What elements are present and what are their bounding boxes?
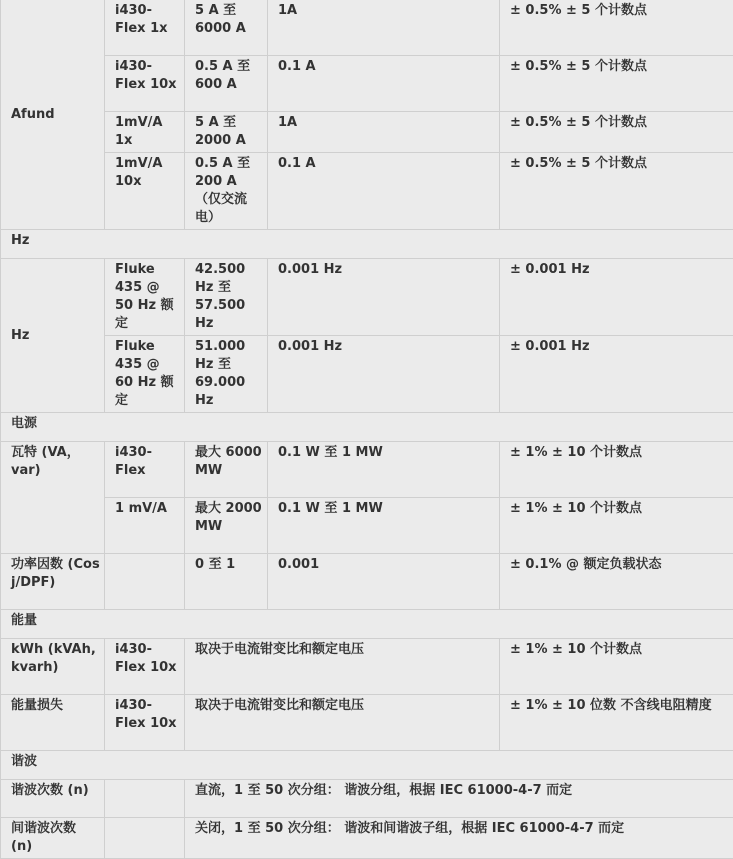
table-row: [1, 442, 733, 498]
probe-cell: [105, 554, 185, 610]
range-cell: 最大 2000 MW: [185, 498, 268, 554]
accuracy-cell: ± 1% ± 10 个计数点: [500, 498, 733, 554]
probe-cell: 1mV/A 10x: [105, 153, 185, 230]
param-kwh: kWh (kVAh, kvarh): [1, 639, 105, 695]
param-power-factor: 功率因数 (Cos j/DPF): [1, 554, 105, 610]
table-row: [1, 336, 733, 413]
accuracy-cell: ± 1% ± 10 位数 不含线电阻精度: [500, 695, 733, 751]
probe-cell: Fluke 435 @ 60 Hz 额定: [105, 336, 185, 413]
table-row: [1, 554, 733, 610]
section-row: [1, 751, 733, 780]
section-header-energy: 能量: [1, 610, 733, 639]
table-row: [1, 112, 733, 153]
resolution-cell: 0.001: [268, 554, 500, 610]
probe-cell: [105, 818, 185, 859]
section-row: [1, 413, 733, 442]
section-header-harmonics: 谐波: [1, 751, 733, 780]
resolution-cell: 1A: [268, 0, 500, 56]
probe-cell: i430-Flex 1x: [105, 0, 185, 56]
probe-cell: Fluke 435 @ 50 Hz 额定: [105, 259, 185, 336]
range-cell: 最大 6000 MW: [185, 442, 268, 498]
accuracy-cell: ± 1% ± 10 个计数点: [500, 639, 733, 695]
table-row: [1, 153, 733, 230]
accuracy-cell: ± 0.5% ± 5 个计数点: [500, 56, 733, 112]
range-resolution-cell: 取决于电流钳变比和额定电压: [185, 695, 500, 751]
table-row: [1, 695, 733, 751]
accuracy-cell: ± 0.001 Hz: [500, 336, 733, 413]
resolution-cell: 1A: [268, 112, 500, 153]
range-cell: 0.5 A 至 600 A: [185, 56, 268, 112]
section-row: [1, 230, 733, 259]
section-header-hz: Hz: [1, 230, 733, 259]
range-cell: 51.000 Hz 至 69.000 Hz: [185, 336, 268, 413]
table-row: [1, 56, 733, 112]
resolution-cell: 0.1 A: [268, 153, 500, 230]
range-cell: 0.5 A 至 200 A （仅交流电）: [185, 153, 268, 230]
probe-cell: [105, 780, 185, 818]
resolution-cell: 0.1 W 至 1 MW: [268, 498, 500, 554]
accuracy-cell: ± 0.001 Hz: [500, 259, 733, 336]
param-hz: Hz: [1, 259, 105, 413]
accuracy-cell: ± 0.1% @ 额定负载状态: [500, 554, 733, 610]
section-row: [1, 610, 733, 639]
probe-cell: i430-Flex 10x: [105, 639, 185, 695]
probe-cell: i430-Flex 10x: [105, 56, 185, 112]
range-cell: 42.500 Hz 至 57.500 Hz: [185, 259, 268, 336]
accuracy-cell: ± 0.5% ± 5 个计数点: [500, 153, 733, 230]
interharmonic-order-value: 关闭，1 至 50 次分组： 谐波和间谐波子组，根据 IEC 61000-4-7 而定: [185, 818, 733, 859]
range-resolution-cell: 取决于电流钳变比和额定电压: [185, 639, 500, 695]
probe-cell: i430-Flex 10x: [105, 695, 185, 751]
resolution-cell: 0.1 W 至 1 MW: [268, 442, 500, 498]
harmonic-order-value: 直流，1 至 50 次分组： 谐波分组，根据 IEC 61000-4-7 而定: [185, 780, 733, 818]
table-row: [1, 259, 733, 336]
resolution-cell: 0.1 A: [268, 56, 500, 112]
param-energy-loss: 能量损失: [1, 695, 105, 751]
table-row: [1, 498, 733, 554]
range-cell: 5 A 至 6000 A: [185, 0, 268, 56]
table-row: [1, 780, 733, 818]
accuracy-cell: ± 1% ± 10 个计数点: [500, 442, 733, 498]
param-interharmonic-order: 间谐波次数 (n): [1, 818, 105, 859]
accuracy-cell: ± 0.5% ± 5 个计数点: [500, 112, 733, 153]
probe-cell: i430-Flex: [105, 442, 185, 498]
param-watts: 瓦特 (VA，var): [1, 442, 105, 554]
range-cell: 5 A 至 2000 A: [185, 112, 268, 153]
table-row: [1, 639, 733, 695]
range-cell: 0 至 1: [185, 554, 268, 610]
resolution-cell: 0.001 Hz: [268, 336, 500, 413]
accuracy-cell: ± 0.5% ± 5 个计数点: [500, 0, 733, 56]
probe-cell: 1 mV/A: [105, 498, 185, 554]
section-header-power: 电源: [1, 413, 733, 442]
table-row: [1, 0, 733, 56]
table-row: [1, 818, 733, 859]
probe-cell: 1mV/A 1x: [105, 112, 185, 153]
param-harmonic-order: 谐波次数 (n): [1, 780, 105, 818]
param-afund: Afund: [1, 0, 105, 230]
resolution-cell: 0.001 Hz: [268, 259, 500, 336]
